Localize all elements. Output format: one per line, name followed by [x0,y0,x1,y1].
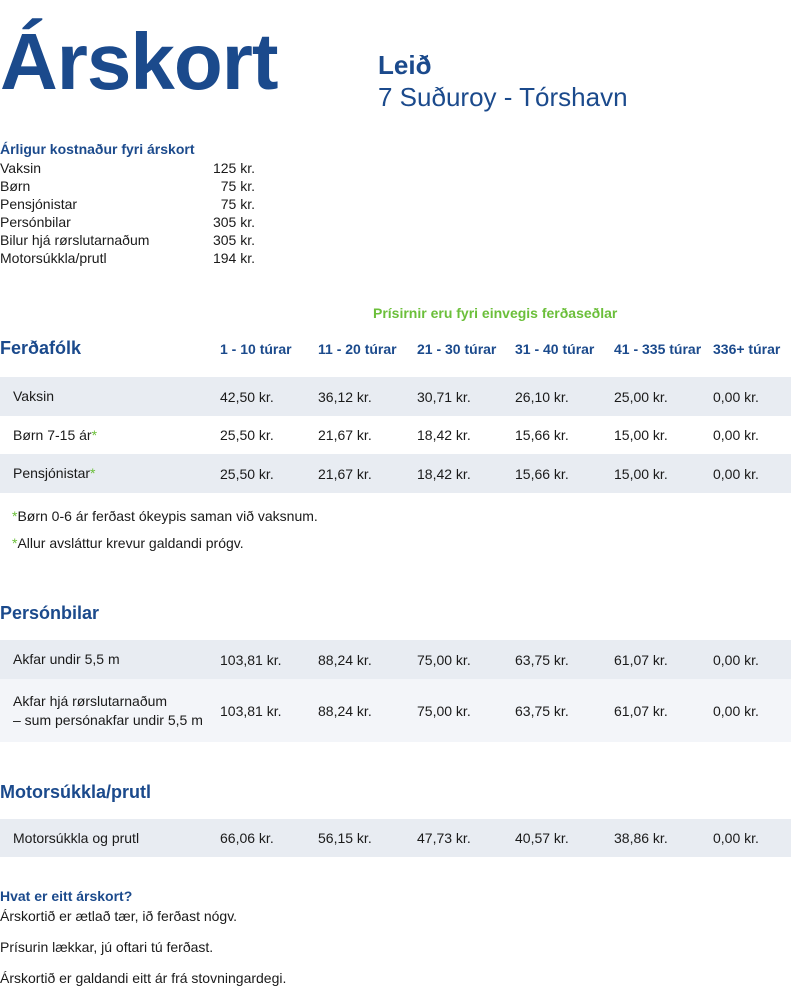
price-cell: 18,42 kr. [417,465,471,482]
table-row [0,819,791,857]
price-cell: 0,00 kr. [713,830,759,846]
price-cell: 36,12 kr. [318,388,372,405]
annual-row [0,249,255,267]
row-label: Motorsúkkla og prutl [13,829,140,846]
price-cell: 47,73 kr. [417,830,471,846]
price-cell: 25,50 kr. [220,465,274,482]
row-label: Akfar undir 5,5 m [13,651,120,667]
section-title-motorcycles: Motorsúkkla/prutl [0,782,152,802]
column-header: 41 - 335 túrar [614,341,702,357]
price-cell: 30,71 kr. [417,388,471,405]
annual-price: 305 kr. [212,214,255,230]
price-cell: 40,57 kr. [515,830,569,846]
price-cell: 56,15 kr. [318,830,372,846]
price-cell: 21,67 kr. [318,465,372,482]
route-label: Leið [378,50,432,80]
annual-row [0,195,255,213]
annual-label: Pensjónistar [0,196,78,212]
price-cell: 15,00 kr. [614,427,668,443]
price-cell: 18,42 kr. [417,427,471,443]
price-cell: 15,00 kr. [614,465,668,482]
price-cell: 61,07 kr. [614,651,668,668]
price-cell: 0,00 kr. [713,702,759,719]
price-cell: 0,00 kr. [713,465,759,482]
annual-price: 75 kr. [220,196,255,212]
price-cell: 63,75 kr. [515,651,569,668]
annual-label: Bilur hjá rørslutarnaðum [0,232,150,248]
annual-cost-title: Árligur kostnaður fyri árskort [0,141,195,157]
price-cell: 63,75 kr. [515,702,569,719]
price-cell: 88,24 kr. [318,651,372,668]
row-label: Akfar hjá rørslutarnaðum – sum persónakfar undir 5,5 m [13,692,203,728]
price-cell: 25,50 kr. [220,427,274,443]
price-cell: 0,00 kr. [713,388,759,405]
annual-row [0,213,255,231]
column-header: 11 - 20 túrar [318,341,397,357]
annual-row [0,177,255,195]
table-row [0,377,791,416]
price-cell: 0,00 kr. [713,651,759,668]
price-cell: 15,66 kr. [515,427,569,443]
table-row [0,416,791,454]
annual-label: Persónbilar [0,214,71,230]
column-header: 21 - 30 túrar [417,341,497,357]
column-header: 1 - 10 túrar [220,341,292,357]
route-name: 7 Suðuroy - Tórshavn [378,82,628,112]
price-cell: 66,06 kr. [220,830,274,846]
annual-row [0,231,255,249]
row-label: Vaksin [13,388,54,404]
price-cell: 38,86 kr. [614,830,668,846]
price-cell: 103,81 kr. [220,702,282,719]
price-cell: 21,67 kr. [318,427,372,443]
price-cell: 0,00 kr. [713,427,759,443]
footnote: *Børn 0-6 ár ferðast ókeypis saman við vaksnum. [12,508,318,524]
price-cell: 103,81 kr. [220,651,282,668]
annual-price: 305 kr. [212,232,255,248]
annual-price: 75 kr. [220,178,255,194]
annual-label: Børn [0,178,31,194]
annual-label: Motorsúkkla/prutl [0,250,107,266]
price-cell: 42,50 kr. [220,388,274,405]
row-label: Børn 7-15 ár* [13,426,98,443]
section-title-cars: Persónbilar [0,603,100,623]
price-note: Prísirnir eru fyri einvegis ferðaseðlar [373,305,618,321]
table-row [0,454,791,493]
annual-cost-section [0,140,260,267]
annual-row [0,159,255,177]
price-cell: 75,00 kr. [417,702,471,719]
footnote-star: * [90,465,96,481]
table-row [0,640,791,679]
column-header: 336+ túrar [713,341,781,357]
section-title-passengers: Ferðafólk [0,338,82,358]
annual-price: 194 kr. [212,250,255,266]
faq-line: Árskortið er galdandi eitt ár frá stovningardegi. [0,970,287,986]
price-cell: 26,10 kr. [515,388,569,405]
table-row [0,679,791,742]
price-cell: 75,00 kr. [417,651,471,668]
price-cell: 88,24 kr. [318,702,372,719]
annual-price: 125 kr. [212,160,255,176]
price-cell: 61,07 kr. [614,702,668,719]
price-cell: 15,66 kr. [515,465,569,482]
price-cell: 25,00 kr. [614,388,668,405]
column-header: 31 - 40 túrar [515,341,595,357]
footnote-star: * [91,426,98,443]
annual-label: Vaksin [0,160,41,176]
page-title: Árskort [0,17,278,106]
faq-line: Árskortið er ætlað tær, ið ferðast nógv. [0,908,238,924]
faq-line: Prísurin lækkar, jú oftari tú ferðast. [0,939,214,955]
faq-title: Hvat er eitt árskort? [0,888,133,904]
row-label: Pensjónistar* [13,465,96,481]
footnote: *Allur avsláttur krevur galdandi prógv. [12,535,244,551]
